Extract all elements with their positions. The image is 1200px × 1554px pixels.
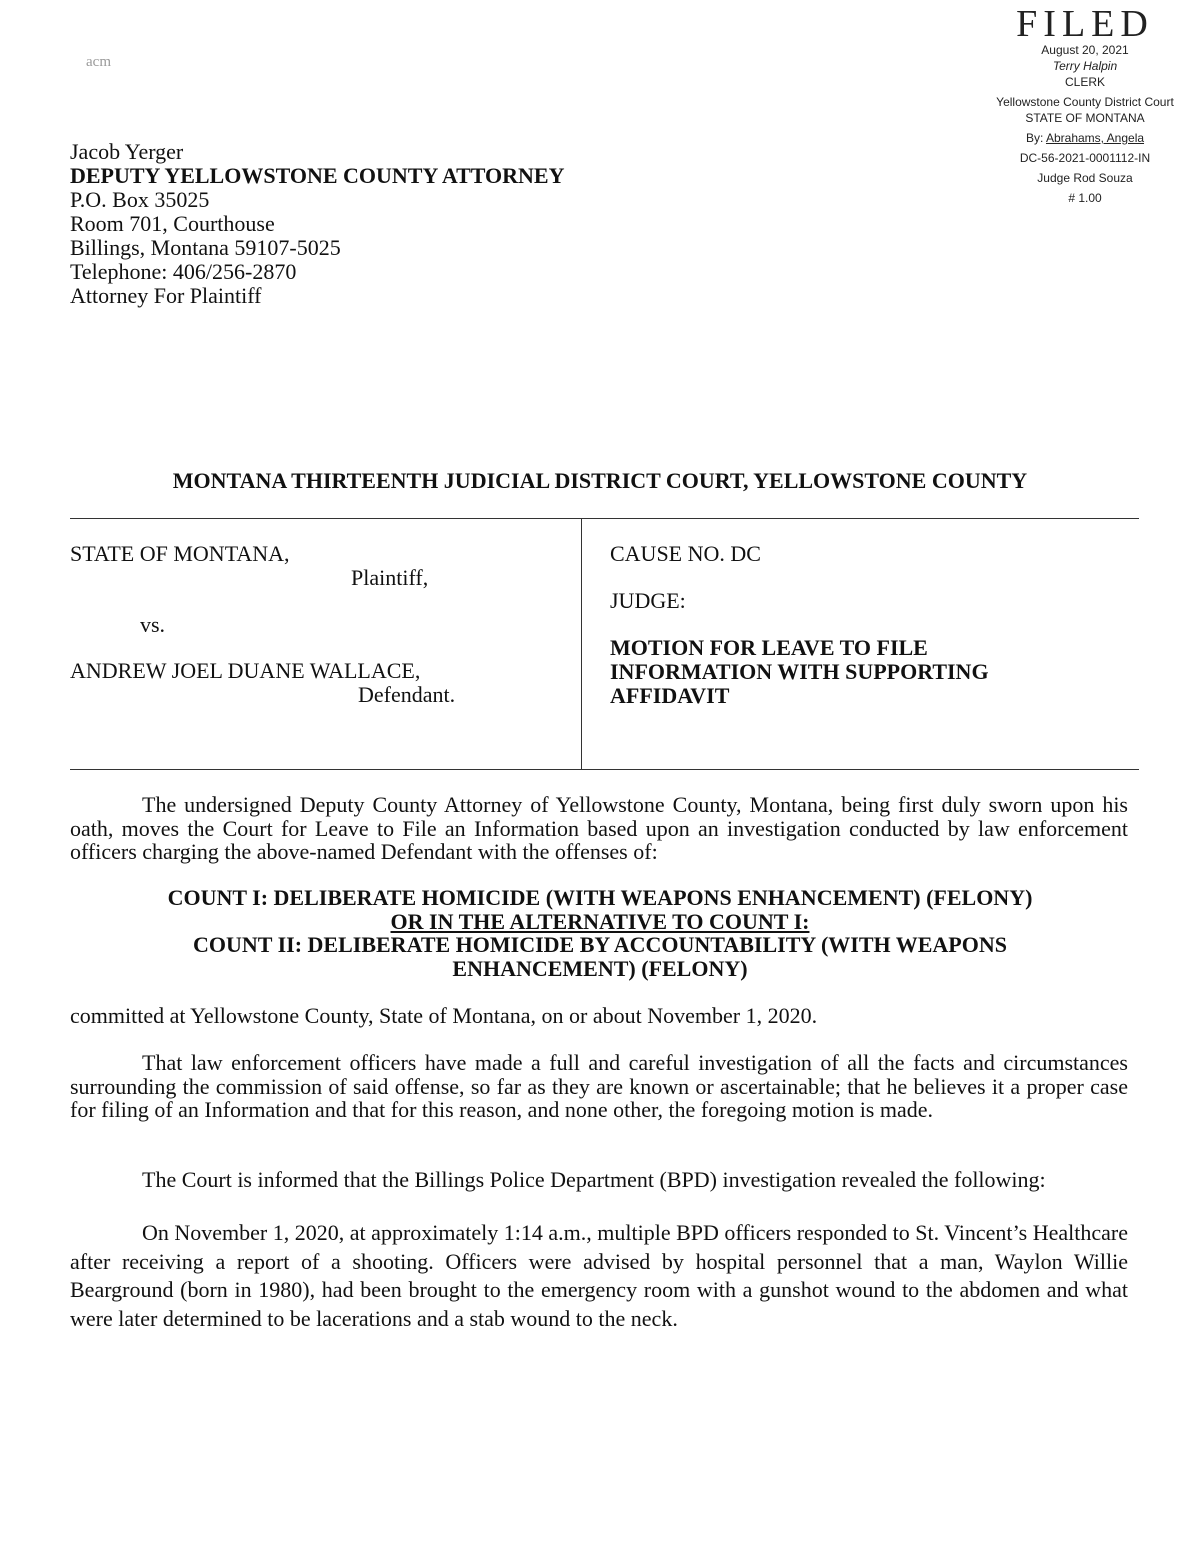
stamp-by <box>978 130 1192 146</box>
plaintiff-name: STATE OF MONTANA, <box>70 541 290 566</box>
counts-block <box>70 886 1130 980</box>
initials-mark: acm <box>86 54 111 70</box>
filed-title: FILED <box>1016 3 1154 45</box>
intro-paragraph: The undersigned Deputy County Attorney of Yellowstone County, Montana, being first duly sworn upon his oath, moves the Court for Leave to File an Information based upon an investigation conducted by law enforcement officers charging the above-named Defendant with the offenses of: <box>70 792 1128 864</box>
attorney-name: Jacob Yerger <box>70 139 184 164</box>
motion-title-line-1: MOTION FOR LEAVE TO FILE <box>610 635 928 660</box>
committed-paragraph: committed at Yellowstone County, State of Montana, on or about November 1, 2020. <box>70 1003 818 1028</box>
stamp-case-number: DC-56-2021-0001112-IN <box>1019 151 1151 165</box>
versus: vs. <box>140 612 166 637</box>
defendant-label: Defendant. <box>358 682 456 707</box>
cause-number: CAUSE NO. DC <box>610 541 761 566</box>
plaintiff-label: Plaintiff, <box>351 565 429 590</box>
alternative-count-heading: OR IN THE ALTERNATIVE TO COUNT I: <box>390 908 810 934</box>
clerk-title: CLERK <box>1064 75 1105 89</box>
facts-paragraph: On November 1, 2020, at approximately 1:14 a.m., multiple BPD officers responded to St. Vincent’s Healthcare after receiving a report of a shooting. Officers were advised by hospital personnel that a man, Waylon Willie Bearground (born in 1980), had been brought to the emergency room with a gunshot wound to the abdomen and what were later determined to be lacerations and a stab wound to the neck. <box>70 1220 1128 1331</box>
attorney-title: DEPUTY YELLOWSTONE COUNTY ATTORNEY <box>70 163 565 188</box>
attorney-city: Billings, Montana 59107-5025 <box>70 235 341 260</box>
attorney-block <box>70 140 564 308</box>
motion-title-line-2: INFORMATION WITH SUPPORTING <box>610 659 989 684</box>
attorney-telephone: Telephone: 406/256-2870 <box>70 259 297 284</box>
informed-paragraph: The Court is informed that the Billings Police Department (BPD) investigation revealed the following: <box>142 1167 1046 1192</box>
clerk-name: Terry Halpin <box>1052 59 1118 73</box>
stamp-by-name: Abrahams, Angela <box>1045 131 1145 145</box>
stamp-state: STATE OF MONTANA <box>1025 111 1145 125</box>
filed-stamp <box>978 3 1192 206</box>
attorney-room: Room 701, Courthouse <box>70 211 275 236</box>
caption-top-rule <box>70 518 1139 519</box>
motion-title <box>610 636 989 708</box>
judge-label: JUDGE: <box>610 588 686 613</box>
stamp-by-label: By: <box>1025 131 1044 145</box>
motion-title-line-3: AFFIDAVIT <box>610 683 730 708</box>
court-title: MONTANA THIRTEENTH JUDICIAL DISTRICT COURT, YELLOWSTONE COUNTY <box>172 468 1028 493</box>
count-1: COUNT I: DELIBERATE HOMICIDE (WITH WEAPONS ENHANCEMENT) (FELONY) <box>167 885 1033 910</box>
stamp-doc-number: # 1.00 <box>1068 191 1102 205</box>
attorney-role: Attorney For Plaintiff <box>70 283 262 308</box>
stamp-court: Yellowstone County District Court <box>996 95 1174 109</box>
defendant-name: ANDREW JOEL DUANE WALLACE, <box>70 658 421 683</box>
filed-date: August 20, 2021 <box>1041 43 1129 57</box>
stamp-judge: Judge Rod Souza <box>1037 171 1133 185</box>
investigation-paragraph: That law enforcement officers have made a full and careful investigation of all the facts and circumstances surrounding the commission of said offense, so far as they are known or ascertainable; that he believes it a proper case for filing of an Information and that for this reason, and none other, the foregoing motion is made. <box>70 1050 1128 1122</box>
count-2-line-2: ENHANCEMENT) (FELONY) <box>452 955 748 981</box>
attorney-po-box: P.O. Box 35025 <box>70 187 210 212</box>
caption-divider <box>581 518 582 769</box>
caption-bottom-rule <box>70 769 1139 770</box>
count-2-line-1: COUNT II: DELIBERATE HOMICIDE BY ACCOUNTABILITY (WITH WEAPONS <box>193 932 1007 957</box>
